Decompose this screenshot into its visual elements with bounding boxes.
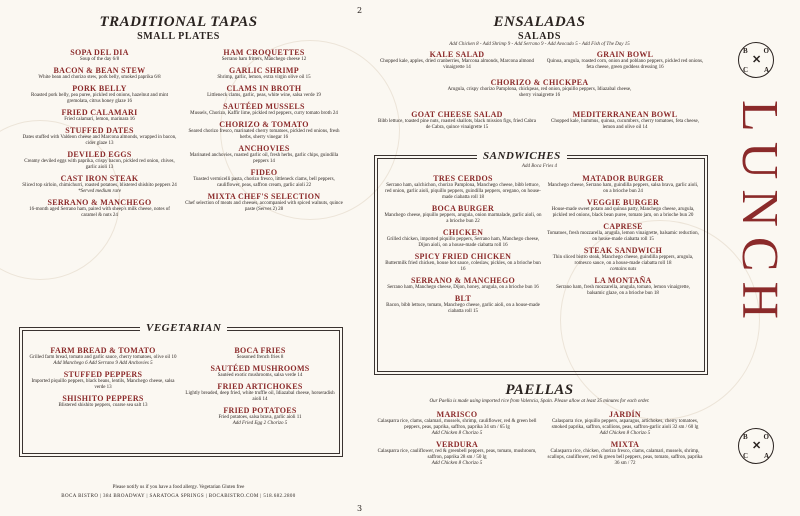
menu-item-description: Grilled chicken, imported piquillo peppers, Serrano ham, Manchego cheese, Dijon aioli, on a house-made ciabatta roll 16 xyxy=(386,237,540,248)
menu-item xyxy=(28,370,178,391)
menu-item-description: Seasoned french fries 8 xyxy=(236,355,284,360)
menu-item-description: Serrano ham fritters, Manchego cheese 12 xyxy=(221,57,307,62)
menu-item-name: FRIED ARTICHOKES xyxy=(217,382,303,391)
menu-item-name: SHISHITO PEPPERS xyxy=(62,394,144,403)
menu-item-description: Sautéed exotic mushrooms, salsa verde 14 xyxy=(217,373,303,378)
salad-addons: Add Chicken 8 - Add Shrimp 9 - Add Serrano 9 - Add Avocado 5 - Add Fish of The Day 15 xyxy=(449,42,630,47)
menu-item-name: BOCA FRIES xyxy=(234,346,286,355)
menu-item-name: FIDEO xyxy=(250,168,278,177)
paellas-title: PAELLAS xyxy=(505,382,574,398)
menu-item-name: PORK BELLY xyxy=(72,84,127,93)
menu-item-name: FRIED CALAMARI xyxy=(61,108,138,117)
menu-item-name: SPICY FRIED CHICKEN xyxy=(414,252,512,261)
crossed-cutlery-icon: ✕ xyxy=(752,54,762,66)
menu-item-description: Calasparra rice, cauliflower, red & greenbell peppers, peas, tomato, mushroom, saffron, paprika 28 sm / 50 lg xyxy=(377,449,537,460)
menu-item-description: Toasted vermicelli pasta, chorizo fresco, littleneck clams, bell peppers, cauliflower, peas, saffron cream, garlic aioli 22 xyxy=(193,177,335,188)
menu-item-description: Fried potatoes, salsa brava, garlic aioli 11 xyxy=(218,415,302,420)
menu-item xyxy=(547,222,699,243)
lunch-heading: LUNCH xyxy=(731,100,788,330)
menu-item-note: Add Chicken 8 Chorizo 5 xyxy=(599,431,651,436)
menu-item-note: Add Chicken 8 Chorizo 5 xyxy=(431,461,483,466)
menu-item xyxy=(547,246,699,273)
left-page xyxy=(0,0,357,516)
menu-item xyxy=(185,406,335,427)
menu-item xyxy=(185,84,343,99)
menu-item-description: Serrano ham, Manchego cheese, Dijon, honey, arugula, on a brioche bun 16 xyxy=(387,285,539,290)
menu-item xyxy=(377,410,537,437)
menu-item-description: Littleneck clams, garlic, peas, white wine, salsa verde 19 xyxy=(207,93,321,98)
menu-item xyxy=(547,198,699,219)
menu-item-description: Imported piquillo peppers, black beans, lentils, Manchego cheese, salsa verde 13 xyxy=(31,379,175,390)
menu-item-description: Creamy deviled eggs with paprika, crispy bacon, pickled red onion, chives, garlic aioli 13 xyxy=(24,159,175,170)
menu-item-name: MIXTA CHEF'S SELECTION xyxy=(207,192,321,201)
menu-item xyxy=(185,48,343,63)
menu-item-description: Sliced top sirloin, chimichurri, roasted potatoes, blistered shishito peppers 24 xyxy=(22,183,177,188)
menu-item xyxy=(545,410,705,437)
menu-item-description: Calasparra rice, piquillo peppers, asparagus, artichokes, cherry tomatoes, smoked paprika, saffron, scallions, peas, saffron-garlic aioli 32 sm / 60 lg xyxy=(551,419,699,430)
menu-item xyxy=(383,174,543,201)
menu-item-description: Serrano ham, salchichon, chorizo Pamplona, Manchego cheese, bibb lettuce, red onion, garlic aioli, piquillo peppers, guindilla peppers, oregano, on house-made ciabatta roll 18 xyxy=(385,183,541,200)
vegetarian-column-2 xyxy=(185,346,335,430)
menu-item-name: MIXTA xyxy=(610,440,640,449)
menu-item-name: BOCA BURGER xyxy=(431,204,495,213)
salads-subtitle: SALADS xyxy=(517,31,562,42)
menu-item xyxy=(447,78,632,99)
menu-item-name: FARM BREAD & TOMATO xyxy=(50,346,156,355)
menu-item-description: Chef selection of meats and cheeses, accompanied with spiced walnuts, quince paste (Serves 2) 28 xyxy=(185,201,343,212)
menu-item-name: CHORIZO & TOMATO xyxy=(219,120,309,129)
menu-item-description: Chopped kale, hummus, quinoa, cucumbers, cherry tomatoes, feta cheese, lemon and olive oil 14 xyxy=(550,119,699,130)
menu-item-name: HAM CROQUETTES xyxy=(223,48,305,57)
menu-item-name: MATADOR BURGER xyxy=(582,174,664,183)
menu-item xyxy=(185,382,335,403)
menu-item-description: Blistered shishito peppers, coarse sea salt 13 xyxy=(58,403,148,408)
menu-item xyxy=(185,66,343,81)
menu-item-name: MARISCO xyxy=(436,410,478,419)
menu-item xyxy=(383,294,543,315)
menu-item-name: FRIED POTATOES xyxy=(223,406,297,415)
menu-item-description: Shrimp, garlic, lemon, extra virgin olive oil 15 xyxy=(217,75,311,80)
menu-item xyxy=(545,440,705,467)
menu-item-description: White bean and chorizo stew, pork belly, smoked paprika 6/8 xyxy=(38,75,161,80)
menu-item-name: ANCHOVIES xyxy=(238,144,290,153)
menu-item xyxy=(22,174,177,195)
menu-item-note: Add Chicken 8 Chorizo 5 xyxy=(431,431,483,436)
menu-item xyxy=(22,84,177,105)
menu-item-name: LA MONTAÑA xyxy=(594,276,652,285)
menu-item xyxy=(545,50,705,71)
menu-item-name: STUFFED PEPPERS xyxy=(63,370,143,379)
menu-item-note: *Served medium rare xyxy=(78,189,121,194)
menu-item xyxy=(22,150,177,171)
menu-item-description: 16-month aged Serrano ham, paired with sheep's milk cheese, notes of caramel & nuts 24 xyxy=(29,207,170,218)
menu-item-description: Calasparra rice, clams, calamari, mussels, shrimp, cauliflower, red & green bell peppers, peas, paprika, saffron, paprika 34 sm / 65 lg xyxy=(377,419,537,430)
vegetarian-column-1 xyxy=(28,346,178,412)
page-gutter xyxy=(357,0,367,516)
menu-item xyxy=(22,108,177,123)
menu-item xyxy=(185,168,343,189)
menu-item xyxy=(383,252,543,273)
menu-item-description: Bacon, bibb lettuce, tomato, Manchego cheese, garlic aioli, on a house-made ciabatta roll 15 xyxy=(386,303,540,314)
menu-item-name: BACON & BEAN STEW xyxy=(53,66,146,75)
menu-item xyxy=(547,276,699,297)
tapas-subtitle: SMALL PLATES xyxy=(137,31,220,42)
menu-item-description: Marinated anchovies, roasted garlic oil, fresh herbs, garlic chips, guindilla peppers 14 xyxy=(189,153,339,164)
menu-item xyxy=(22,126,177,147)
menu-item xyxy=(377,50,537,71)
menu-item-name: KALE SALAD xyxy=(429,50,485,59)
menu-item-name: TRES CERDOS xyxy=(433,174,493,183)
salads-column-2b xyxy=(545,110,705,134)
menu-item-note: Add Fried Egg 2 Chorizo 5 xyxy=(232,421,288,426)
tapas-title: TRADITIONAL TAPAS xyxy=(99,14,258,30)
menu-item xyxy=(383,276,543,291)
menu-item-name: CHORIZO & CHICKPEA xyxy=(490,78,589,87)
menu-item xyxy=(377,110,537,131)
menu-item xyxy=(383,228,543,249)
menu-item-name: SERRANO & MANCHEGO xyxy=(47,198,152,207)
tapas-column-2 xyxy=(185,48,343,216)
menu-item-description: Serrano ham, fresh mozzarella, arugula, tomato, lemon vinaigrette, balsamic glaze, on a brioche bun 18 xyxy=(556,285,690,296)
menu-item-description: Fried calamari, lemon, marinara 16 xyxy=(64,117,135,122)
menu-item-name: GRAIN BOWL xyxy=(596,50,654,59)
menu-item-name: VERDURA xyxy=(435,440,479,449)
menu-item-description: Calasparra rice, chicken, chorizo fresco, clams, calamari, mussels, shrimp, scallops, cauliflower, red & green bell peppers, peas, tomato, saffron, paprika 36 sm / 72 xyxy=(547,449,703,466)
menu-item-name: CAST IRON STEAK xyxy=(60,174,139,183)
tapas-column-1 xyxy=(22,48,177,222)
menu-item-name: VEGGIE BURGER xyxy=(586,198,660,207)
menu-item-name: GARLIC SHRIMP xyxy=(229,66,299,75)
menu-item-description: Quinoa, arugula, roasted corn, onion and poblano peppers, pickled red onions, feta cheese, green goddess dressing 16 xyxy=(546,59,704,70)
crossed-cutlery-icon: ✕ xyxy=(752,440,762,452)
menu-item-name: JARDÍN xyxy=(608,410,642,419)
menu-item xyxy=(28,346,178,367)
salads-column-1b xyxy=(377,110,537,134)
sandwiches-title: SANDWICHES xyxy=(477,150,567,162)
menu-item-name: DEVILED EGGS xyxy=(67,150,132,159)
sandwich-addon: Add Boca Fries 4 xyxy=(521,164,558,169)
menu-item-name: STEAK SANDWICH xyxy=(583,246,663,255)
menu-item-description: Chopped kale, apples, dried cranberries, Marcona almonds, Marcona almond vinaigrette 14 xyxy=(379,59,535,70)
menu-item xyxy=(547,174,699,195)
menu-item xyxy=(185,144,343,165)
menu-item-name: SOPA DEL DIA xyxy=(70,48,129,57)
salads-column-2 xyxy=(545,50,705,74)
menu-item xyxy=(185,346,335,361)
menu-item xyxy=(22,66,177,81)
menu-item xyxy=(383,204,543,225)
salads-center xyxy=(447,78,632,102)
page-number-right: 3 xyxy=(357,504,363,513)
menu-item-name: SAUTÉED MUSSELS xyxy=(223,102,305,111)
menu-item xyxy=(545,110,705,131)
menu-item-description: Lightly breaded, deep fried, white truffle oil, Idiazabal cheese, horseradish aioli 14 xyxy=(185,391,335,402)
menu-item-description: House-made sweet potato and quinoa patty, Manchego cheese, arugula, pickled red onions, black bean puree, tomato jam, on a brioche bun 20 xyxy=(551,207,695,218)
menu-item-description: Dates stuffed with Valdeon cheese and Marcona almonds, wrapped in bacon, cider glaze 13 xyxy=(22,135,177,146)
menu-item-description: Grilled farm bread, tomato and garlic sauce, cherry tomatoes, olive oil 10 xyxy=(29,355,177,360)
allergy-note: Please notify us if you have a food allergy. Vegetarian Gluten free xyxy=(112,485,245,490)
sandwiches-column-1 xyxy=(383,174,543,318)
menu-item xyxy=(185,102,343,117)
menu-item-name: MEDITERRANEAN BOWL xyxy=(572,110,678,119)
menu-item-note: contains nuts xyxy=(609,267,637,272)
menu-item-name: SAUTÉED MUSHROOMS xyxy=(210,364,310,373)
menu-item-description: Roasted pork belly, pea puree, pickled red onions, hazelnut and mint gremolata, citrus honey glaze 16 xyxy=(31,93,168,104)
menu-item-description: Tomatoes, fresh mozzarella, arugula, lemon vinaigrette, balsamic reduction, on house-made ciabatta roll 15 xyxy=(547,231,699,242)
menu-item-name: GOAT CHEESE SALAD xyxy=(411,110,503,119)
page-number-left: 2 xyxy=(357,6,363,15)
side-panel xyxy=(712,0,800,516)
boca-logo-bottom: B O C A ✕ xyxy=(738,428,774,464)
paellas-column-1 xyxy=(377,410,537,470)
menu-item-name: CAPRESE xyxy=(603,222,643,231)
sandwiches-column-2 xyxy=(547,174,699,300)
menu-item xyxy=(185,120,343,141)
menu-item-description: Arugula, crispy chorizo Pamplona, chickpeas, red onion, piquillo peppers, Idiazabal cheese, sherry vinaigrette 16 xyxy=(447,87,632,98)
menu-item-note: Add Manchego 6 Add Serrano 9 Add Anchovies 5 xyxy=(53,361,153,366)
menu-item xyxy=(22,198,177,219)
menu-item-name: STUFFED DATES xyxy=(65,126,134,135)
menu-item-name: CLAMS IN BROTH xyxy=(226,84,302,93)
paellas-column-2 xyxy=(545,410,705,470)
boca-logo-top: B O C A ✕ xyxy=(738,42,774,78)
menu-item-description: Manchego cheese, piquillo peppers, arugula, onion marmalade, garlic aioli, on a brioche bun 22 xyxy=(384,213,542,224)
restaurant-contact: BOCA BISTRO | 384 BROADWAY | SARATOGA SPRINGS | BOCABISTRO.COM | 518.682.2800 xyxy=(61,494,296,499)
menu-item-name: BLT xyxy=(454,294,472,303)
salads-column-1 xyxy=(377,50,537,74)
menu-item-description: Mussels, Chorizo, Kaffir lime, pickled red peppers, curry tomato broth 24 xyxy=(190,111,338,116)
menu-item xyxy=(22,48,177,63)
menu-item-description: Thin sliced bistro steak, Manchego cheese, guindilla peppers, arugula, romesco sauce, on a house-made ciabatta roll 18 xyxy=(552,255,694,266)
salads-title: ENSALADAS xyxy=(493,14,586,30)
menu-item-description: Bibb lettuce, toasted pine nuts, roasted shallots, black mission figs, fried Cabra de Cabra, quince vinaigrette 15 xyxy=(378,119,536,130)
menu-item xyxy=(28,394,178,409)
menu-item-description: Manchego cheese, Serrano ham, guindilla peppers, salsa brava, garlic aioli, on a brioche bun 24 xyxy=(547,183,699,194)
paella-note: Our Paella is made using imported rice from Valencia, Spain. Please allow at least 35 minutes for each order. xyxy=(429,399,650,404)
right-page xyxy=(367,0,712,516)
menu-item-description: Soup of the day 6/8 xyxy=(79,57,120,62)
menu-item xyxy=(185,192,343,213)
vegetarian-title: VEGETARIAN xyxy=(140,322,227,334)
menu-item-description: Buttermilk fried chicken, house hot sauce, coleslaw, pickles, on a brioche bun 16 xyxy=(385,261,541,272)
menu-item-description: Seared chorizo fresco, marinated cherry tomatoes, pickled red onions, fresh herbs, sherry vinegar 16 xyxy=(188,129,340,140)
menu-item xyxy=(377,440,537,467)
menu-item-name: CHICKEN xyxy=(442,228,484,237)
menu-item-name: SERRANO & MANCHEGO xyxy=(410,276,516,285)
menu-item xyxy=(185,364,335,379)
